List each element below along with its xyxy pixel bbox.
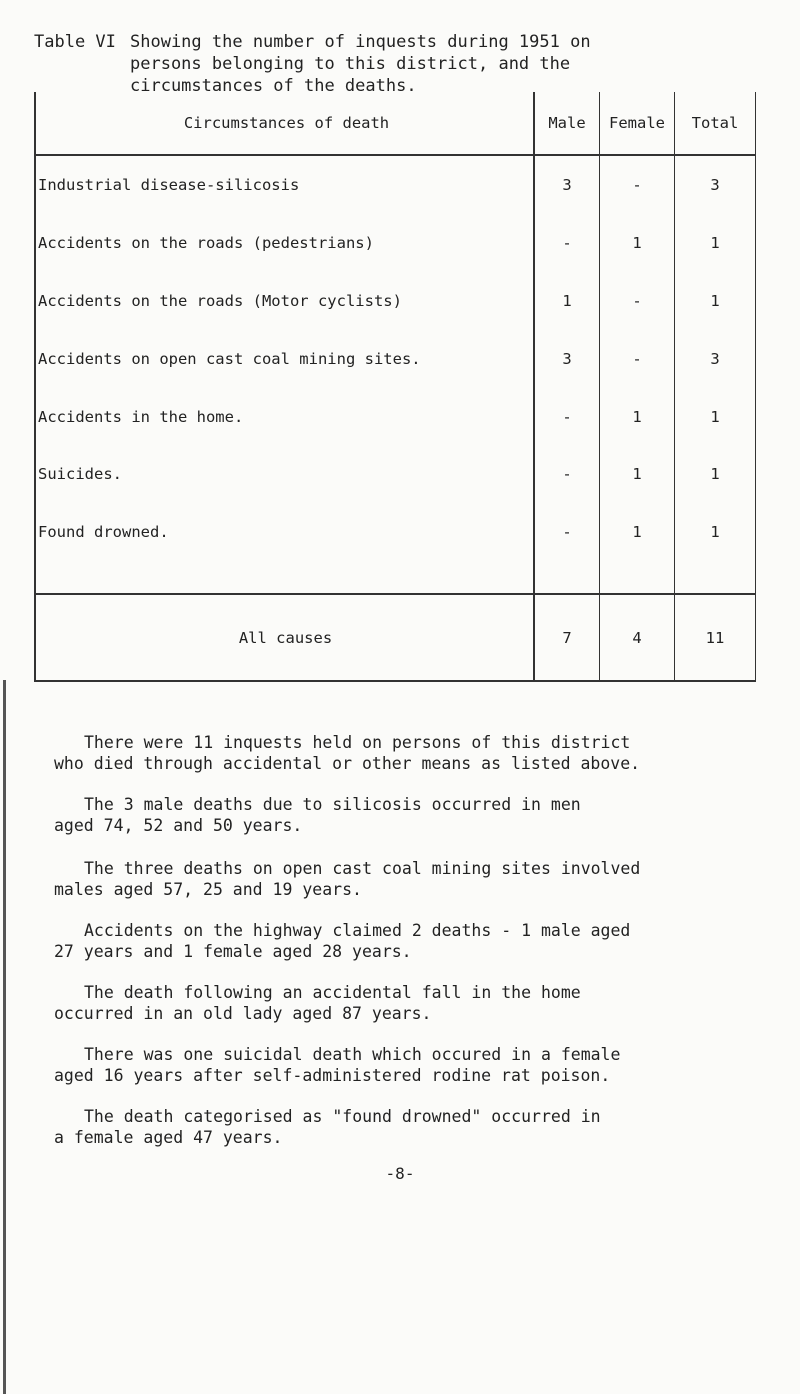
row-circumstance: Accidents on the roads (pedestrians) [34,214,534,272]
table-row [34,214,756,272]
inquests-table [34,92,756,682]
table-row [34,503,756,561]
paragraph-line: The three deaths on open cast coal mining sites involved [84,859,641,878]
row-circumstance: Accidents in the home. [34,388,534,446]
total-label: All causes [34,594,534,681]
row-total: 3 [675,330,756,388]
row-total: 1 [675,272,756,330]
table-row [34,155,756,214]
header-total: Total [675,92,756,155]
paragraph-line: Accidents on the highway claimed 2 deaths - 1 male aged [84,921,631,940]
paragraph [54,858,754,900]
caption-line-3: circumstances of the deaths. [130,76,417,96]
header-circumstances: Circumstances of death [34,92,534,155]
table-row [34,388,756,446]
row-total: 1 [675,214,756,272]
row-circumstance: Found drowned. [34,503,534,561]
paragraph-line: The 3 male deaths due to silicosis occurred in men [84,795,581,814]
page-number: -8- [385,1164,415,1183]
table-header-row [34,92,756,155]
row-circumstance: Industrial disease-silicosis [34,155,534,214]
paragraph-line: There was one suicidal death which occured in a female [84,1045,621,1064]
row-total: 1 [675,503,756,561]
row-female: - [600,330,675,388]
paragraph-line: The death following an accidental fall in the home [84,983,581,1002]
paragraph-line: aged 16 years after self-administered rodine rat poison. [54,1066,611,1085]
row-male: - [534,445,600,503]
table-total-row [34,594,756,681]
paragraph-line: There were 11 inquests held on persons of this district [84,733,631,752]
row-female: 1 [600,214,675,272]
paragraph-line: 27 years and 1 female aged 28 years. [54,942,412,961]
row-circumstance: Accidents on open cast coal mining sites. [34,330,534,388]
row-female: 1 [600,503,675,561]
table-spacer-row [34,561,756,594]
page-edge-shadow [3,680,6,1394]
row-circumstance: Suicides. [34,445,534,503]
row-male: - [534,214,600,272]
row-male: 3 [534,155,600,214]
table-caption [34,31,774,97]
row-total: 1 [675,388,756,446]
row-total: 3 [675,155,756,214]
row-female: 1 [600,388,675,446]
header-male: Male [534,92,600,155]
total-female: 4 [600,594,675,681]
row-male: - [534,503,600,561]
paragraph-line: who died through accidental or other means as listed above. [54,754,641,773]
caption-line-1: Showing the number of inquests during 1951 on [130,32,591,52]
paragraph-line: a female aged 47 years. [54,1128,283,1147]
caption-line-2: persons belonging to this district, and the [130,54,571,74]
paragraph [54,920,754,962]
row-female: - [600,155,675,214]
paragraph [54,732,754,774]
paragraph [54,1044,754,1086]
paragraph-line: The death categorised as "found drowned" occurred in [84,1107,601,1126]
paragraph [54,794,754,836]
row-circumstance: Accidents on the roads (Motor cyclists) [34,272,534,330]
row-male: - [534,388,600,446]
row-male: 1 [534,272,600,330]
row-male: 3 [534,330,600,388]
header-female: Female [600,92,675,155]
row-female: - [600,272,675,330]
paragraph [54,1106,754,1148]
table-label: Table VI [34,32,116,52]
paragraph-line: occurred in an old lady aged 87 years. [54,1004,432,1023]
total-male: 7 [534,594,600,681]
table-row [34,330,756,388]
table-row [34,445,756,503]
row-total: 1 [675,445,756,503]
total-total: 11 [675,594,756,681]
paragraph-line: aged 74, 52 and 50 years. [54,816,303,835]
row-female: 1 [600,445,675,503]
table-row [34,272,756,330]
paragraph-line: males aged 57, 25 and 19 years. [54,880,362,899]
paragraph [54,982,754,1024]
